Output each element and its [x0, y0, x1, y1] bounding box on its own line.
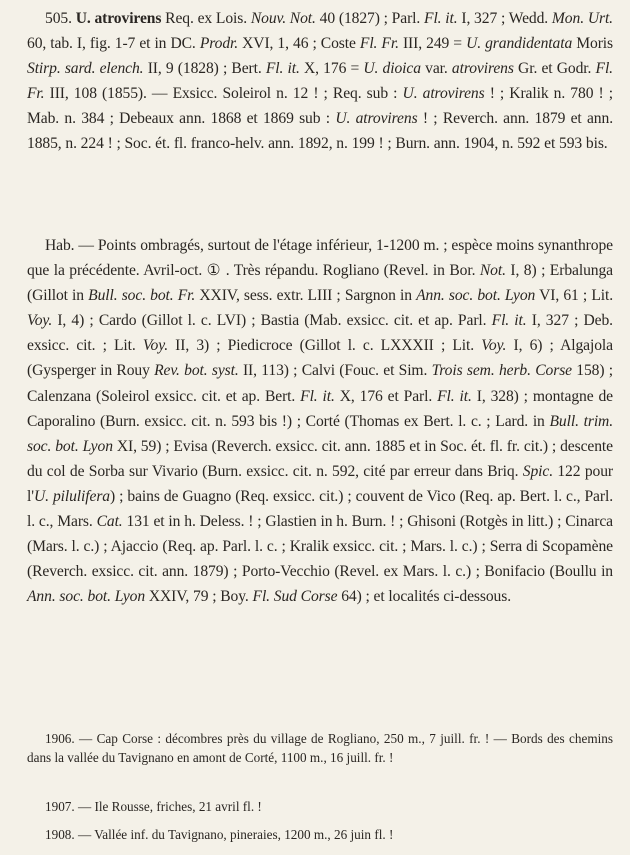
text-run: Gr. et Godr. — [513, 60, 596, 78]
italic-citation: Voy. — [142, 337, 168, 355]
italic-citation: U. pilulifera — [33, 487, 110, 505]
text-run: var. — [420, 60, 452, 78]
text-run: Hab. — Points ombragés, surtout de l'étage inférieur, 1-1200 m. ; espèce moins synanthrope que la précédente. Avril-oct. ① . Très répandu. Rogliano (Revel. in Bor. — [27, 237, 613, 280]
italic-citation: Fl. Sud Corse — [252, 588, 338, 606]
text-run: XXIV, sess. extr. LIII ; Sargnon in — [195, 287, 417, 305]
italic-citation: Fl. it. — [424, 10, 458, 27]
italic-citation: U. grandidentata — [466, 35, 573, 53]
entry-number: 505. — [45, 10, 72, 27]
text-run: ! ; Kralik n. 780 ! ; Mab. n. 384 ; Debeaux ann. 1868 et 1869 sub : — [27, 85, 613, 128]
italic-citation: Trois sem. herb. Corse — [431, 362, 572, 380]
note-1907: 1907. — Ile Rousse, friches, 21 avril fl. ! — [45, 799, 262, 814]
text-run: ! ; Reverch. ann. 1879 et ann. 1885, n. 224 ! ; Soc. ét. fl. franco-helv. ann. 1892, n. 199 ! ; Burn. ann. 1904, n. 592 et 593 bis. — [27, 110, 613, 153]
italic-citation: Nouv. Not. — [250, 10, 316, 27]
text-run: VI, 61 ; Lit. — [535, 287, 614, 305]
text-run: Moris — [572, 35, 614, 53]
text-run: 122 pour l' — [27, 462, 613, 505]
text-run: III, 108 (1855). — Exsicc. Soleirol n. 12 ! ; Req. sub : — [44, 85, 403, 103]
italic-citation: Bull. soc. bot. Fr. — [88, 287, 196, 305]
text-run: XXIV, 79 ; Boy. — [145, 588, 253, 606]
text-run: 40 (1827) ; Parl. — [315, 10, 425, 27]
text-run: 60, tab. I, fig. 1-7 et in DC. — [27, 35, 200, 53]
italic-citation: Fl. it. — [300, 387, 335, 405]
italic-citation: Spic. — [522, 462, 553, 480]
italic-citation: Fl. it. — [437, 387, 472, 405]
italic-citation: Voy. — [27, 312, 53, 330]
text-run: II, 113) ; Calvi (Fouc. et Sim. — [238, 362, 432, 380]
text-run: XVI, 1, 46 ; Coste — [238, 35, 360, 53]
text-run: II, 3) ; Piedicroce (Gillot l. c. LXXXII ; Lit. — [168, 337, 482, 355]
italic-citation: atrovirens — [451, 60, 514, 78]
italic-citation: Mon. Urt. — [551, 10, 613, 27]
italic-citation: Cat. — [96, 513, 123, 531]
text-run: 131 et in h. Deless. ! ; Glastien in h. Burn. ! ; Ghisoni (Rotgès in litt.) ; Cinarca (Mars. l. c.) ; Ajaccio (Req. ap. Parl. l. c. ; Kralik exsicc. cit. ; Mars. l. c.) ; Serra di Scopamène (Reverch. exsicc. cit. ann. 1879) ; Porto-Vecchio (Revel. ex Mars. l. c.) ; Bonifacio (Boullu in — [27, 513, 613, 581]
italic-citation: Fl. Fr. — [359, 35, 399, 53]
italic-citation: Ann. soc. bot. Lyon — [416, 287, 536, 305]
synonymy-text — [27, 10, 613, 152]
text-run: I, 4) ; Cardo (Gillot l. c. LVI) ; Bastia (Mab. exsicc. cit. et ap. Parl. — [52, 312, 492, 330]
italic-citation: Ann. soc. bot. Lyon — [27, 588, 146, 606]
text-run: I, 8) ; Erbalunga (Gillot in — [27, 262, 613, 305]
italic-citation: Bull. trim. soc. bot. Lyon — [27, 412, 614, 455]
italic-citation: Voy. — [481, 337, 507, 355]
italic-citation: U. atrovirens — [402, 85, 485, 103]
note-1908: 1908. — Vallée inf. du Tavignano, pineraies, 1200 m., 26 juin fl. ! — [45, 827, 394, 842]
text-run: Req. ex Lois. — [165, 10, 251, 27]
italic-citation: Not. — [479, 262, 506, 280]
italic-citation: Fl. it. — [265, 60, 300, 78]
italic-citation: U. atrovirens — [335, 110, 418, 128]
text-run: I, 328) ; montagne de Caporalino (Burn. exsicc. cit. n. 593 bis !) ; Corté (Thomas ex Bert. l. c. ; Lard. in — [27, 387, 614, 430]
italic-citation: Stirp. sard. elench. — [27, 60, 144, 78]
note-1906: 1906. — Cap Corse : décombres près du village de Rogliano, 250 m., 7 juill. fr. ! — Bords des chemins dans la vallée du Tavignano en amont de Corté, 1100 m., 16 juill. fr. ! — [27, 731, 613, 765]
italic-citation: U. dioica — [363, 60, 421, 78]
text-run: 64) ; et localités ci-dessous. — [337, 588, 512, 606]
text-run: ) ; bains de Guagno (Req. exsicc. cit.) ; couvent de Vico (Req. ap. Bert. l. c., Parl. l. c., Mars. — [27, 487, 613, 531]
italic-citation: Rev. bot. syst. — [154, 362, 239, 380]
text-run: I, 327 ; Wedd. — [457, 10, 552, 27]
text-run: I, 327 ; Deb. exsicc. cit. ; Lit. — [27, 312, 613, 355]
habitat-paragraph — [27, 233, 613, 609]
text-run: II, 9 (1828) ; Bert. — [143, 60, 266, 78]
text-run: I, 6) ; Algajola (Gysperger in Rouy — [27, 337, 613, 380]
text-run: X, 176 et Parl. — [334, 387, 438, 405]
text-run: III, 249 = — [398, 35, 467, 53]
species-name: U. atrovirens — [75, 10, 162, 27]
text-run: X, 176 = — [299, 60, 364, 78]
italic-citation: Fl. Fr. — [27, 60, 613, 103]
italic-citation: Fl. it. — [491, 312, 527, 330]
italic-citation: Prodr. — [199, 35, 239, 53]
species-entry — [27, 6, 613, 157]
text-run: XI, 59) ; Evisa (Reverch. exsicc. cit. ann. 1885 et in Soc. ét. fl. fr. cit.) ; descente du col de Sorba sur Vivario (Burn. exsicc. cit. n. 592, cité par erreur dans Briq. — [27, 437, 613, 480]
text-run: 158) ; Calenzana (Soleirol exsicc. cit. et ap. Bert. — [27, 362, 614, 405]
